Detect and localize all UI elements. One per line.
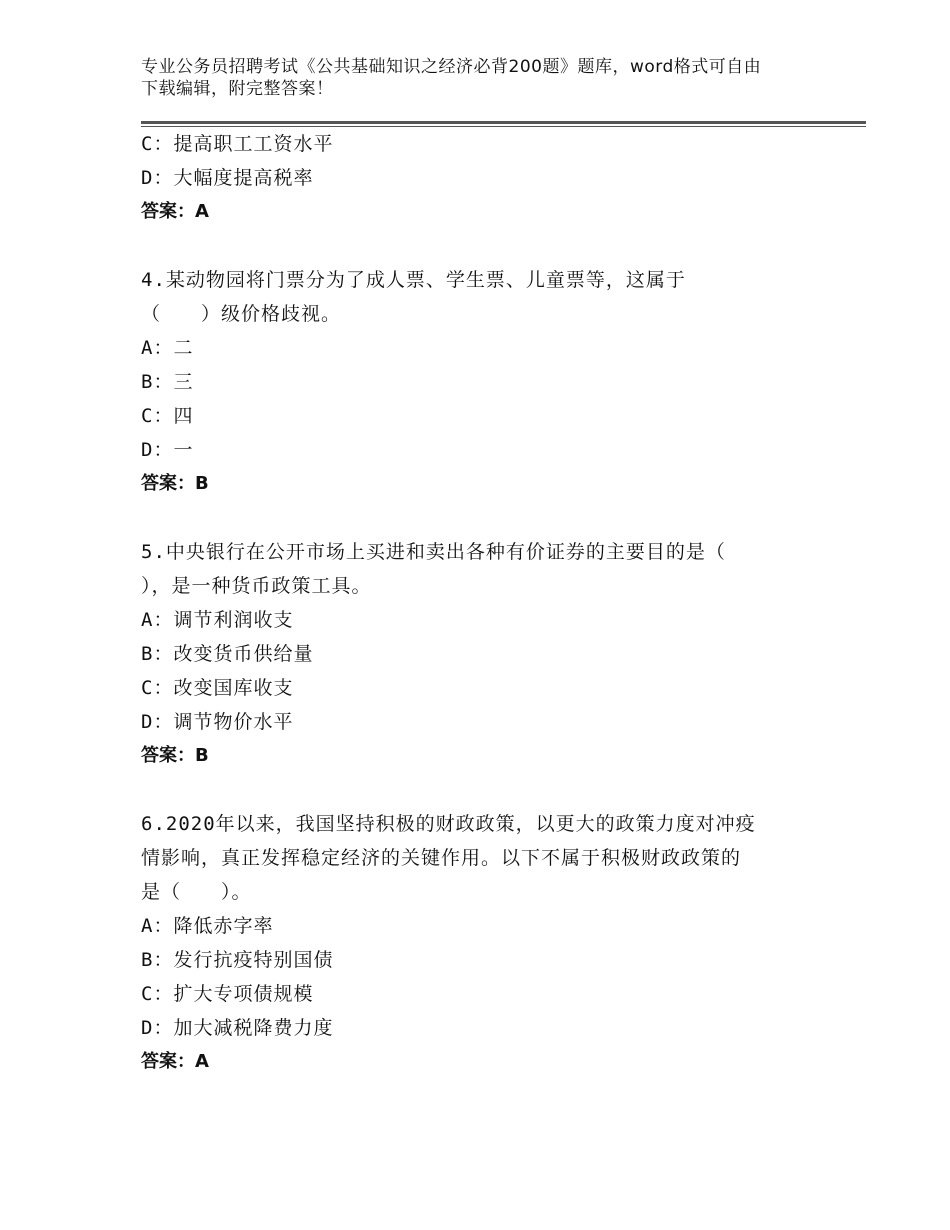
question-stem-line: 4.某动物园将门票分为了成人票、学生票、儿童票等，这属于: [141, 269, 686, 291]
header-divider-thick: [141, 121, 866, 124]
question-3-continued: [141, 127, 821, 229]
question-stem-line: 6.2020年以来，我国坚持积极的财政政策，以更大的政策力度对冲疫: [141, 813, 756, 835]
option-b: B：三: [141, 371, 194, 393]
question-list: [141, 127, 821, 1079]
answer-line: 答案：B: [141, 473, 209, 494]
question-6: [141, 807, 821, 1079]
option-b: B：改变货币供给量: [141, 643, 314, 665]
option-d: D：一: [141, 439, 194, 461]
option-a: A：调节利润收支: [141, 609, 294, 631]
option-d: D：调节物价水平: [141, 711, 294, 733]
answer-line: 答案：A: [141, 201, 209, 222]
answer-line: 答案：B: [141, 745, 209, 766]
option-b: B：发行抗疫特别国债: [141, 949, 334, 971]
question-stem-line: 5.中央银行在公开市场上买进和卖出各种有价证券的主要目的是（: [141, 541, 726, 563]
option-a: A：二: [141, 337, 194, 359]
question-4: [141, 263, 821, 501]
option-c: C：四: [141, 405, 194, 427]
question-stem-line: 情影响，真正发挥稳定经济的关键作用。以下不属于积极财政政策的: [141, 847, 742, 869]
option-c: C：改变国库收支: [141, 677, 294, 699]
header-line-1: 专业公务员招聘考试《公共基础知识之经济必背200题》题库，word格式可自由: [141, 57, 762, 77]
option-d: D：大幅度提高税率: [141, 167, 314, 189]
option-c: C：提高职工工资水平: [141, 133, 334, 155]
question-stem-line: 是（ ）。: [141, 881, 252, 903]
question-stem-line: （ ）级价格歧视。: [141, 303, 342, 325]
header-line-2: 下载编辑，附完整答案！: [141, 79, 334, 99]
option-a: A：降低赤字率: [141, 915, 274, 937]
document-header: [141, 56, 841, 100]
option-c: C：扩大专项债规模: [141, 983, 314, 1005]
question-stem-line: ），是一种货币政策工具。: [141, 575, 372, 597]
question-5: [141, 535, 821, 773]
answer-line: 答案：A: [141, 1051, 209, 1072]
option-d: D：加大减税降费力度: [141, 1017, 334, 1039]
